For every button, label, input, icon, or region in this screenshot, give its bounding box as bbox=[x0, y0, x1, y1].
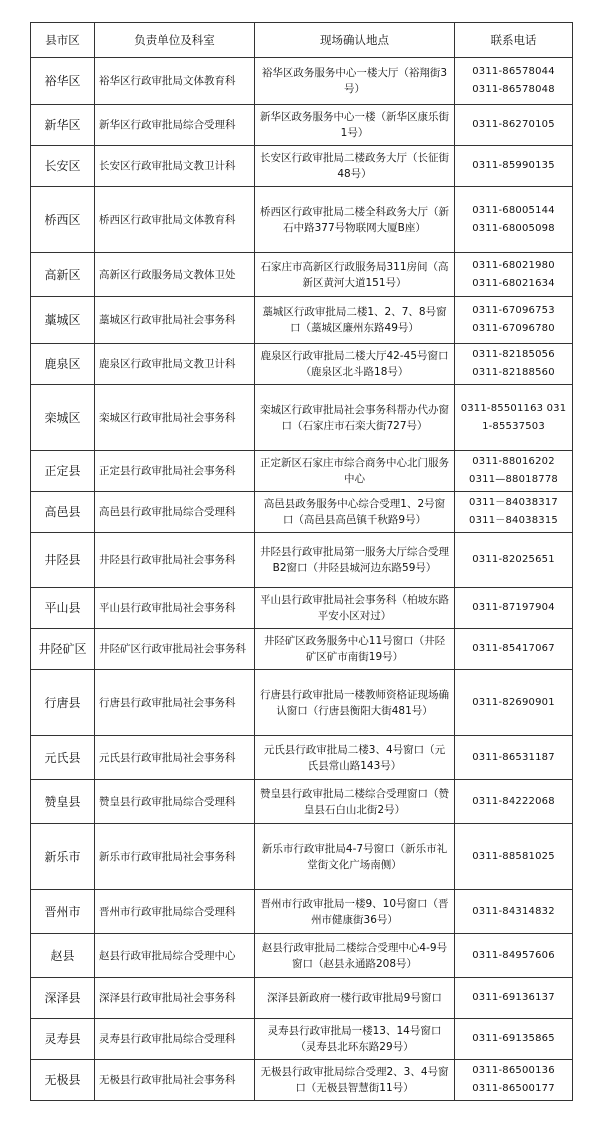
location-cell: 井陉县行政审批局第一服务大厅综合受理B2窗口（井陉县城河边东路59号） bbox=[255, 533, 455, 588]
unit-cell: 鹿泉区行政审批局文教卫计科 bbox=[95, 344, 255, 385]
unit-cell: 正定县行政审批局社会事务科 bbox=[95, 451, 255, 492]
county-cell: 赞皇县 bbox=[31, 780, 95, 824]
location-cell: 深泽县新政府一楼行政审批局9号窗口 bbox=[255, 978, 455, 1019]
county-cell: 正定县 bbox=[31, 451, 95, 492]
unit-cell: 灵寿县行政审批局综合受理科 bbox=[95, 1019, 255, 1060]
unit-cell: 元氏县行政审批局社会事务科 bbox=[95, 736, 255, 780]
phone-cell bbox=[455, 146, 573, 187]
table-header-row bbox=[31, 23, 573, 58]
location-cell: 桥西区行政审批局二楼全科政务大厅（新石中路377号物联网大厦B座） bbox=[255, 187, 455, 253]
county-cell: 深泽县 bbox=[31, 978, 95, 1019]
table-row bbox=[31, 824, 573, 890]
table-row bbox=[31, 736, 573, 780]
location-cell: 裕华区政务服务中心一楼大厅（裕翔街3号） bbox=[255, 58, 455, 105]
unit-cell: 藁城区行政审批局社会事务科 bbox=[95, 297, 255, 344]
location-cell: 石家庄市高新区行政服务局311房间（高新区黄河大道151号） bbox=[255, 253, 455, 297]
county-cell: 长安区 bbox=[31, 146, 95, 187]
phone-cell bbox=[455, 187, 573, 253]
location-cell: 晋州市行政审批局一楼9、10号窗口（晋州市健康街36号） bbox=[255, 890, 455, 934]
phone-cell bbox=[455, 934, 573, 978]
unit-cell: 深泽县行政审批局社会事务科 bbox=[95, 978, 255, 1019]
table-row bbox=[31, 385, 573, 451]
location-cell: 藁城区行政审批局二楼1、2、7、8号窗口（藁城区廉州东路49号） bbox=[255, 297, 455, 344]
county-cell: 行唐县 bbox=[31, 670, 95, 736]
phone-cell bbox=[455, 1060, 573, 1101]
phone-number: 0311-69135865 bbox=[472, 1033, 555, 1044]
document-page bbox=[30, 22, 573, 1101]
phone-number: 0311-69136137 bbox=[472, 992, 555, 1003]
phone-cell bbox=[455, 451, 573, 492]
table-row bbox=[31, 492, 573, 533]
phone-number: 0311-84314832 bbox=[472, 905, 555, 917]
unit-cell: 行唐县行政审批局社会事务科 bbox=[95, 670, 255, 736]
location-cell: 正定新区石家庄市综合商务中心北门服务中心 bbox=[255, 451, 455, 492]
location-cell: 平山县行政审批局社会事务科（柏坡东路平安小区对过） bbox=[255, 588, 455, 629]
table-row bbox=[31, 890, 573, 934]
phone-number: 0311-88016202 bbox=[472, 456, 555, 467]
county-cell: 高新区 bbox=[31, 253, 95, 297]
table-row bbox=[31, 934, 573, 978]
unit-cell: 裕华区行政审批局文体教育科 bbox=[95, 58, 255, 105]
table-body bbox=[31, 58, 573, 1101]
phone-number: 0311-86578044 bbox=[472, 66, 555, 77]
table-row bbox=[31, 588, 573, 629]
phone-number: 0311-82690901 bbox=[472, 696, 555, 708]
table-row bbox=[31, 253, 573, 297]
unit-cell: 长安区行政审批局文教卫计科 bbox=[95, 146, 255, 187]
location-cell: 高邑县政务服务中心综合受理1、2号窗口（高邑县高邑镇千秋路9号） bbox=[255, 492, 455, 533]
unit-cell: 井陉矿区行政审批局社会事务科 bbox=[95, 629, 255, 670]
phone-cell bbox=[455, 629, 573, 670]
contact-table bbox=[30, 22, 573, 1101]
phone-number: 0311-87197904 bbox=[472, 602, 555, 613]
phone-number: 0311－84038317 bbox=[469, 497, 558, 508]
unit-cell: 高新区行政服务局文教体卫处 bbox=[95, 253, 255, 297]
county-cell: 藁城区 bbox=[31, 297, 95, 344]
unit-cell: 无极县行政审批局社会事务科 bbox=[95, 1060, 255, 1101]
phone-cell bbox=[455, 385, 573, 451]
phone-cell bbox=[455, 533, 573, 588]
phone-number: 0311－84038315 bbox=[469, 515, 558, 526]
location-cell: 元氏县行政审批局二楼3、4号窗口（元氏县常山路143号） bbox=[255, 736, 455, 780]
county-cell: 无极县 bbox=[31, 1060, 95, 1101]
table-row bbox=[31, 105, 573, 146]
table-row bbox=[31, 58, 573, 105]
county-cell: 灵寿县 bbox=[31, 1019, 95, 1060]
unit-cell: 栾城区行政审批局社会事务科 bbox=[95, 385, 255, 451]
table-row bbox=[31, 670, 573, 736]
county-cell: 裕华区 bbox=[31, 58, 95, 105]
phone-cell bbox=[455, 890, 573, 934]
phone-cell bbox=[455, 780, 573, 824]
phone-number: 0311-84957606 bbox=[472, 949, 555, 961]
phone-number: 0311-85990135 bbox=[472, 160, 555, 171]
unit-cell: 赵县行政审批局综合受理中心 bbox=[95, 934, 255, 978]
phone-number: 0311-86500136 bbox=[472, 1065, 555, 1076]
location-cell: 栾城区行政审批局社会事务科帮办代办窗口（石家庄市石栾大街727号） bbox=[255, 385, 455, 451]
table-row bbox=[31, 146, 573, 187]
phone-cell bbox=[455, 58, 573, 105]
phone-number: 0311-82188560 bbox=[472, 367, 555, 378]
county-cell: 元氏县 bbox=[31, 736, 95, 780]
phone-number: 0311-86578048 bbox=[472, 84, 555, 95]
location-cell: 长安区行政审批局二楼政务大厅（长征街48号） bbox=[255, 146, 455, 187]
header-county: 县市区 bbox=[31, 23, 95, 58]
table-row bbox=[31, 344, 573, 385]
phone-number: 0311-68005098 bbox=[472, 222, 555, 234]
phone-cell bbox=[455, 588, 573, 629]
county-cell: 栾城区 bbox=[31, 385, 95, 451]
unit-cell: 赞皇县行政审批局综合受理科 bbox=[95, 780, 255, 824]
phone-number: 0311-67096753 bbox=[472, 305, 555, 316]
phone-number: 0311-86500177 bbox=[472, 1083, 555, 1094]
county-cell: 桥西区 bbox=[31, 187, 95, 253]
phone-number: 0311-67096780 bbox=[472, 323, 555, 334]
unit-cell: 桥西区行政审批局文体教育科 bbox=[95, 187, 255, 253]
county-cell: 井陉县 bbox=[31, 533, 95, 588]
location-cell: 新华区政务服务中心一楼（新华区康乐街1号） bbox=[255, 105, 455, 146]
phone-number: 0311-68021634 bbox=[472, 277, 555, 289]
phone-cell bbox=[455, 253, 573, 297]
county-cell: 新乐市 bbox=[31, 824, 95, 890]
table-row bbox=[31, 297, 573, 344]
header-location: 现场确认地点 bbox=[255, 23, 455, 58]
phone-number: 0311-86270105 bbox=[472, 119, 555, 130]
phone-number: 0311-85417067 bbox=[472, 643, 555, 654]
table-row bbox=[31, 451, 573, 492]
unit-cell: 井陉县行政审批局社会事务科 bbox=[95, 533, 255, 588]
phone-cell bbox=[455, 1019, 573, 1060]
table-row bbox=[31, 978, 573, 1019]
county-cell: 鹿泉区 bbox=[31, 344, 95, 385]
location-cell: 灵寿县行政审批局一楼13、14号窗口（灵寿县北环东路29号） bbox=[255, 1019, 455, 1060]
phone-number: 0311-82025651 bbox=[472, 554, 555, 565]
table-row bbox=[31, 629, 573, 670]
phone-number: 0311-68005144 bbox=[472, 204, 555, 216]
unit-cell: 平山县行政审批局社会事务科 bbox=[95, 588, 255, 629]
location-cell: 赞皇县行政审批局二楼综合受理窗口（赞皇县石白山北街2号） bbox=[255, 780, 455, 824]
phone-number: 0311-84222068 bbox=[472, 795, 555, 807]
location-cell: 行唐县行政审批局一楼教师资格证现场确认窗口（行唐县衡阳大街481号） bbox=[255, 670, 455, 736]
phone-number: 0311-82185056 bbox=[472, 349, 555, 360]
county-cell: 高邑县 bbox=[31, 492, 95, 533]
phone-cell bbox=[455, 736, 573, 780]
phone-number: 0311-86531187 bbox=[472, 751, 555, 763]
county-cell: 平山县 bbox=[31, 588, 95, 629]
location-cell: 井陉矿区政务服务中心11号窗口（井陉矿区矿市南街19号） bbox=[255, 629, 455, 670]
table-row bbox=[31, 1060, 573, 1101]
unit-cell: 新华区行政审批局综合受理科 bbox=[95, 105, 255, 146]
phone-cell bbox=[455, 492, 573, 533]
header-phone: 联系电话 bbox=[455, 23, 573, 58]
county-cell: 晋州市 bbox=[31, 890, 95, 934]
location-cell: 鹿泉区行政审批局二楼大厅42-45号窗口（鹿泉区北斗路18号） bbox=[255, 344, 455, 385]
phone-cell bbox=[455, 105, 573, 146]
location-cell: 新乐市行政审批局4-7号窗口（新乐市礼堂街文化广场南侧） bbox=[255, 824, 455, 890]
county-cell: 井陉矿区 bbox=[31, 629, 95, 670]
county-cell: 赵县 bbox=[31, 934, 95, 978]
phone-cell bbox=[455, 824, 573, 890]
county-cell: 新华区 bbox=[31, 105, 95, 146]
phone-cell bbox=[455, 978, 573, 1019]
table-row bbox=[31, 1019, 573, 1060]
location-cell: 无极县行政审批局综合受理2、3、4号窗口（无极县智慧街11号） bbox=[255, 1060, 455, 1101]
header-unit: 负责单位及科室 bbox=[95, 23, 255, 58]
table-row bbox=[31, 780, 573, 824]
table-row bbox=[31, 533, 573, 588]
phone-number: 0311—88018778 bbox=[469, 474, 558, 485]
phone-cell bbox=[455, 344, 573, 385]
phone-number: 0311-85501163 0311-85537503 bbox=[460, 402, 567, 432]
phone-cell bbox=[455, 297, 573, 344]
unit-cell: 新乐市行政审批局社会事务科 bbox=[95, 824, 255, 890]
unit-cell: 高邑县行政审批局综合受理科 bbox=[95, 492, 255, 533]
phone-number: 0311-88581025 bbox=[472, 850, 555, 862]
unit-cell: 晋州市行政审批局综合受理科 bbox=[95, 890, 255, 934]
location-cell: 赵县行政审批局二楼综合受理中心4-9号窗口（赵县永通路208号） bbox=[255, 934, 455, 978]
phone-number: 0311-68021980 bbox=[472, 259, 555, 271]
phone-cell bbox=[455, 670, 573, 736]
table-row bbox=[31, 187, 573, 253]
